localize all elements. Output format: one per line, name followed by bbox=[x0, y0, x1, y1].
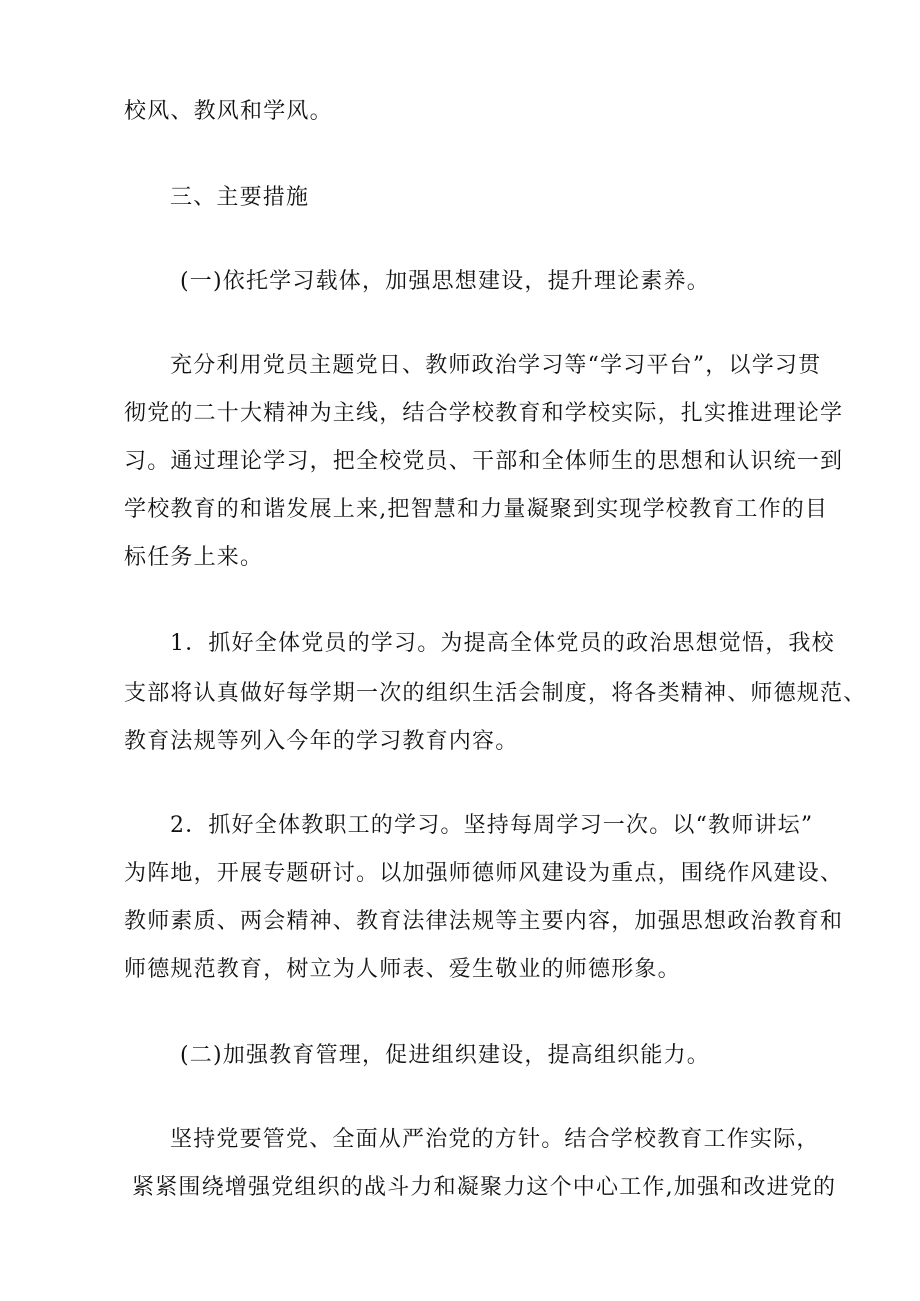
section-heading: 三、主要措施 bbox=[170, 185, 310, 210]
text-line: 师德规范教育，树立为人师表、爱生敬业的师德形象。 bbox=[124, 957, 681, 982]
text-line: 学校教育的和谐发展上来,把智慧和力量凝聚到实现学校教育工作的目 bbox=[124, 497, 829, 522]
text-line: 标任务上来。 bbox=[124, 545, 264, 570]
text-line: 校风、教风和学风。 bbox=[124, 99, 333, 124]
text-line: 充分利用党员主题党日、教师政治学习等“学习平台”，以学习贯 bbox=[170, 353, 822, 378]
text-line: 教师素质、两会精神、教育法律法规等主要内容，加强思想政治教育和 bbox=[124, 909, 844, 934]
subsection-heading: (二)加强教育管理，促进组织建设，提高组织能力。 bbox=[180, 1043, 710, 1068]
text-line: 彻党的二十大精神为主线，结合学校教育和学校实际，扎实推进理论学 bbox=[124, 401, 844, 426]
list-item-line: 1．抓好全体党员的学习。为提高全体党员的政治思想觉悟，我校 bbox=[170, 631, 835, 656]
text-line: 坚持党要管党、全面从严治党的方针。结合学校教育工作实际， bbox=[170, 1127, 820, 1152]
text-line: 紧紧围绕增强党组织的战斗力和凝聚力这个中心工作,加强和改进党的 bbox=[132, 1175, 837, 1200]
text-line: 为阵地，开展专题研讨。以加强师德师风建设为重点，围绕作风建设、 bbox=[124, 861, 844, 886]
text-line: 教育法规等列入今年的学习教育内容。 bbox=[124, 729, 519, 754]
list-item-line: 2．抓好全体教职工的学习。坚持每周学习一次。以“教师讲坛” bbox=[170, 813, 814, 838]
text-line: 支部将认真做好每学期一次的组织生活会制度，将各类精神、师德规范、 bbox=[124, 681, 867, 706]
subsection-heading: (一)依托学习载体，加强思想建设，提升理论素养。 bbox=[180, 269, 710, 294]
text-line: 习。通过理论学习，把全校党员、干部和全体师生的思想和认识统一到 bbox=[124, 449, 844, 474]
